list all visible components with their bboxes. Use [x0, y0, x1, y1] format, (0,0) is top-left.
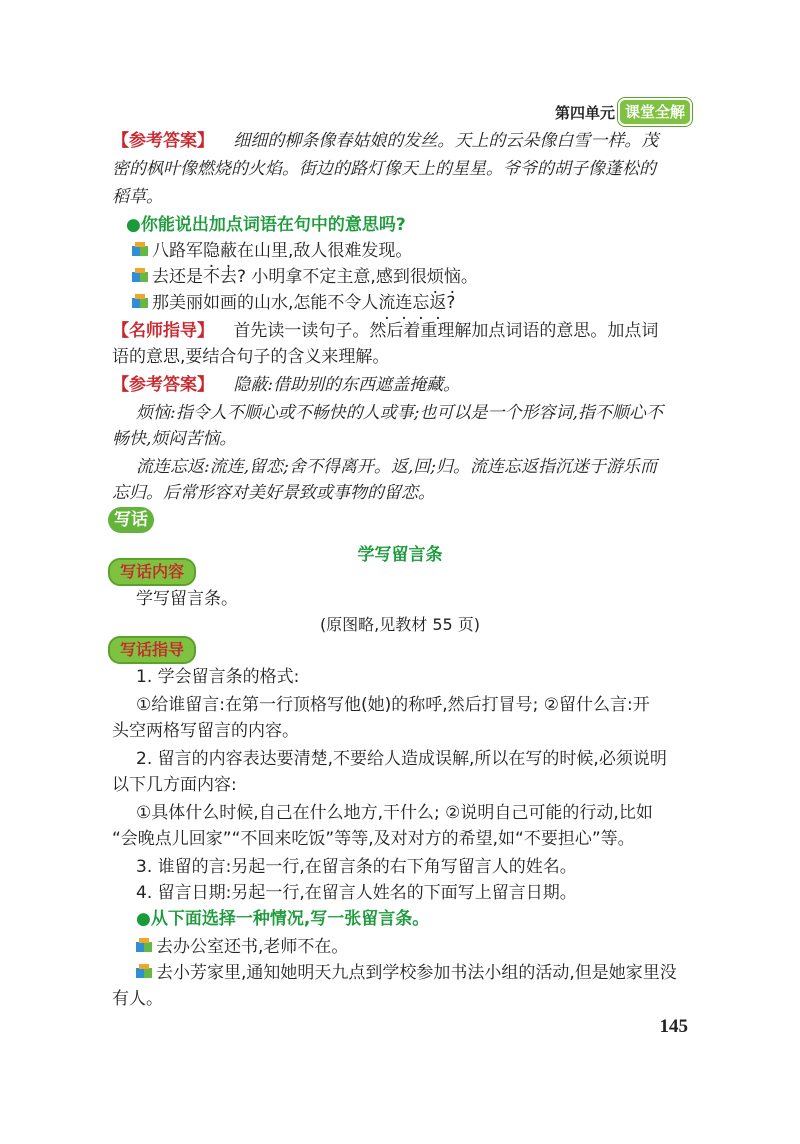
guide-item: “会晚点儿回家”“不回来吃饭”等等,及对对方的希望,如“不要担心”等。	[112, 829, 635, 849]
guide-item: ①给谁留言:在第一行顶格写他(她)的称呼,然后打冒号; ②留什么言:开	[136, 695, 650, 715]
page-number: 145	[659, 1016, 688, 1037]
answer2-line1: 【参考答案】 隐蔽:借助别的东西遮盖掩藏。	[112, 375, 461, 395]
answer2-line4: 流连忘返:流连,留恋;舍不得离开。返,回;归。流连忘返指沉迷于游乐而	[136, 457, 657, 477]
book-icon	[132, 242, 148, 258]
answer2-line5: 忘归。后常形容对美好景致或事物的留恋。	[112, 483, 435, 503]
question-prompt: ●你能说出加点词语在句中的意思吗?	[126, 215, 406, 235]
answer1-line1: 【参考答案】 细细的柳条像春姑娘的发丝。天上的云朵像白雪一样。茂	[112, 131, 659, 151]
option-2-continued: 有人。	[112, 989, 163, 1009]
guide-item: 以下几方面内容:	[112, 775, 237, 795]
guide-line2: 语的意思,要结合句子的含义来理解。	[112, 347, 390, 367]
textbook-reference-note: (原图略,见教材 55 页)	[319, 615, 481, 634]
guide-item: 2. 留言的内容表达要清楚,不要给人造成误解,所以在写的时候,必须说明	[136, 749, 667, 769]
guide-item: 头空两格写留言的内容。	[112, 721, 299, 741]
writing-section-tag: 写话	[108, 507, 154, 533]
book-icon	[136, 964, 152, 980]
answer1-line3: 稻草。	[112, 187, 163, 207]
answer1-line2: 密的枫叶像燃烧的火焰。街边的路灯像天上的星星。爷爷的胡子像蓬松的	[112, 159, 656, 179]
guide-item: 1. 学会留言条的格式:	[136, 667, 300, 687]
sentence-2: 去还是不去? 小明拿不定主意,感到很烦恼。	[132, 264, 478, 290]
book-icon	[132, 268, 148, 284]
writing-guide-label: 写话指导	[108, 636, 196, 664]
answer1-label: 【参考答案】	[112, 131, 214, 151]
brand-badge: 课堂全解	[618, 98, 692, 126]
sentence-3: 那美丽如画的山水,怎能不令人流连忘返?	[132, 290, 455, 316]
option-1: 去办公室还书,老师不在。	[136, 934, 348, 960]
writing-title: 学写留言条	[357, 545, 443, 565]
guide-label: 【名师指导】	[112, 321, 214, 341]
task-prompt: ●从下面选择一种情况,写一张留言条。	[136, 909, 430, 929]
option-2: 去小芳家里,通知她明天九点到学校参加书法小组的活动,但是她家里没	[136, 960, 677, 986]
answer2-label: 【参考答案】	[112, 375, 214, 395]
book-icon	[136, 938, 152, 954]
book-icon	[132, 294, 148, 310]
guide-item: 4. 留言日期:另起一行,在留言人姓名的下面写上留言日期。	[136, 883, 577, 903]
writing-content: 学写留言条。	[136, 589, 238, 609]
guide-item: ①具体什么时候,自己在什么地方,干什么; ②说明自己可能的行动,比如	[136, 803, 653, 823]
page-header	[555, 98, 692, 126]
writing-content-label: 写话内容	[108, 558, 196, 586]
unit-label: 第四单元	[554, 103, 615, 122]
answer2-line3: 畅快,烦闷苦恼。	[112, 429, 237, 449]
sentence-1: 八路军隐蔽在山里,敌人很难发现。	[132, 238, 412, 264]
guide-line1: 【名师指导】 首先读一读句子。然后着重理解加点词语的意思。加点词	[112, 321, 659, 341]
answer2-line2: 烦恼:指令人不顺心或不畅快的人或事;也可以是一个形容词,指不顺心不	[136, 403, 663, 423]
guide-item: 3. 谁留的言:另起一行,在留言条的右下角写留言人的姓名。	[136, 857, 577, 877]
